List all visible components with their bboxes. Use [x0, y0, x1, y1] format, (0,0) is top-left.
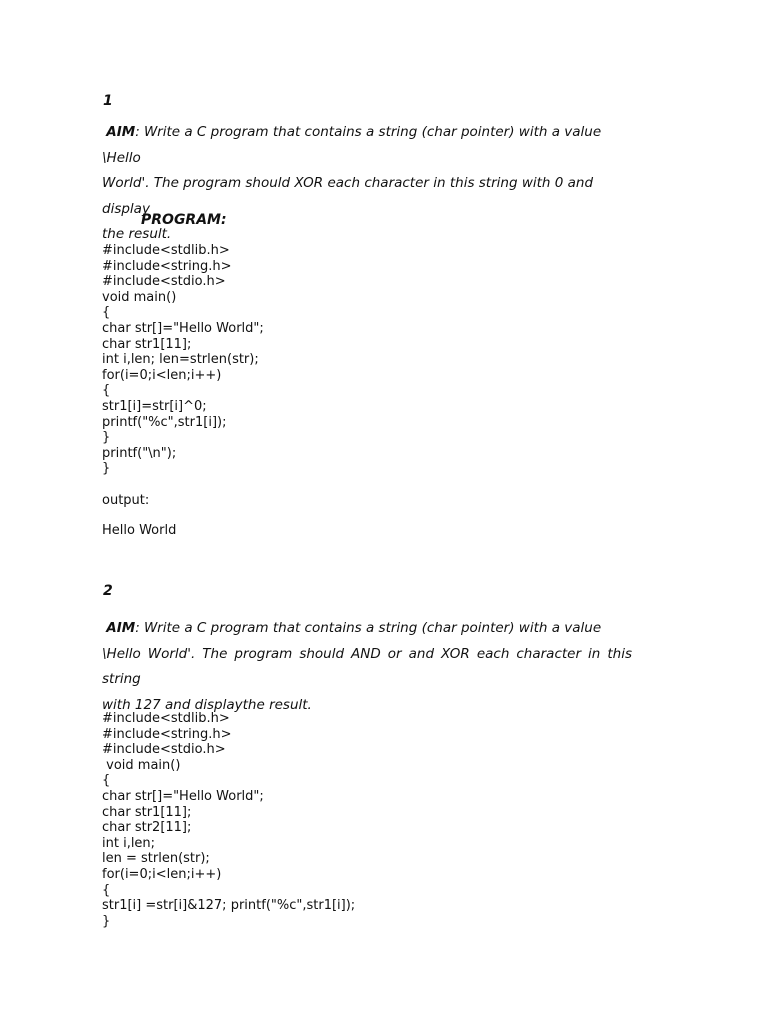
section-2-aim-line-1 — [102, 616, 632, 642]
output-value: Hello World — [102, 523, 177, 538]
section-2-aim-line-2: \Hello World'. The program should AND or and XOR each character in this string — [102, 645, 632, 687]
section-2-aim-label: AIM — [106, 620, 136, 636]
section-1-aim-text-1: : Write a C program that contains a string (char pointer) with a value \Hello — [102, 124, 602, 166]
section-1-aim-line-3: the result. — [102, 226, 172, 242]
section-2-number: 2 — [103, 583, 113, 599]
section-1-aim-label: AIM — [106, 124, 136, 140]
output-label: output: — [102, 493, 150, 508]
program-heading: PROGRAM: — [141, 212, 227, 228]
section-2-aim — [102, 616, 632, 718]
section-1-aim-line-2: World'. The program should XOR each character in this string with 0 and display — [102, 175, 594, 217]
section-2-aim-text-1: : Write a C program that contains a string (char pointer) with a value — [135, 620, 602, 636]
section-1-aim — [102, 120, 627, 248]
section-1-code-block: #include<stdlib.h> #include<string.h> #include<stdio.h> void main() { char str[]="Hello World"; char str1[11]; int i,len; len=strlen(str); for(i=0;i<len;i++) { str1[i]=str[i]^0; printf("%c",str1[i]); } printf("\n"); } — [102, 243, 264, 477]
section-2-code-block: #include<stdlib.h> #include<string.h> #include<stdio.h> void main() { char str[]="Hello World"; char str1[11]; char str2[11]; int i,len; len = strlen(str); for(i=0;i<len;i++) { str1[i] =str[i]&127; printf("%c",str1[i]); } — [102, 711, 356, 929]
section-2-aim-line-3: with 127 and displaythe result. — [102, 696, 312, 713]
section-1-number: 1 — [103, 93, 113, 109]
section-1-aim-line-1 — [102, 120, 627, 171]
